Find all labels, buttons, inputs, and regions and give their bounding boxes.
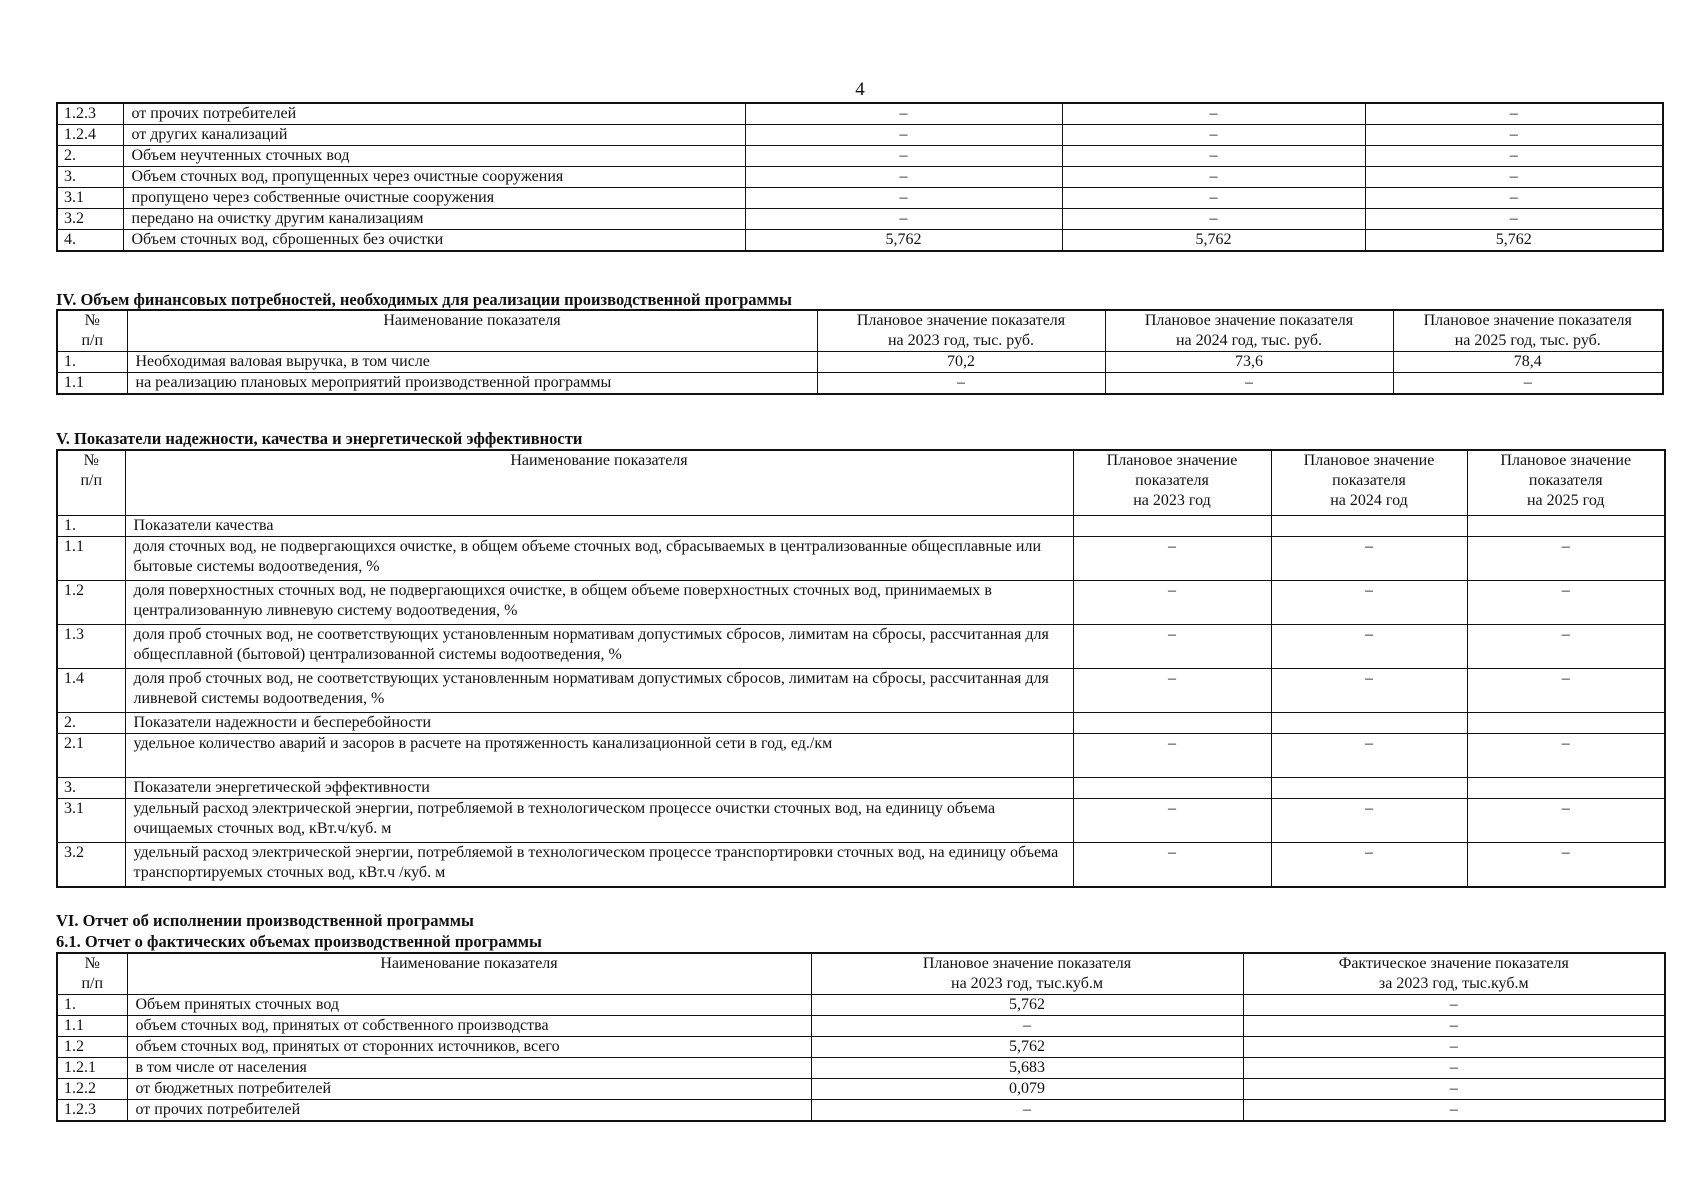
financial-needs-table xyxy=(56,309,1664,395)
row-number: 1.2.3 xyxy=(57,1100,127,1122)
value-2023: – xyxy=(745,103,1062,125)
indicator-name: Показатели надежности и бесперебойности xyxy=(125,713,1073,734)
row-number: 1.1 xyxy=(57,1016,127,1037)
value-2024: – xyxy=(1271,537,1467,581)
table-row xyxy=(57,625,1665,669)
table-row xyxy=(57,1016,1665,1037)
actual-volumes-body xyxy=(57,995,1665,1122)
actual-volumes-table xyxy=(56,952,1666,1122)
row-number: 2.1 xyxy=(57,734,125,778)
volume-table-continued xyxy=(56,102,1664,252)
row-number: 1. xyxy=(57,995,127,1016)
value-2023: – xyxy=(1073,625,1271,669)
table-row xyxy=(57,778,1665,799)
row-number: 1.1 xyxy=(57,373,127,395)
indicator-name: удельное количество аварий и засоров в расчете на протяженность канализационной сети в год, ед./км xyxy=(125,734,1073,778)
value-2025: – xyxy=(1467,843,1665,888)
value-2025: – xyxy=(1365,146,1663,167)
header-plan-2024: Плановое значение показателя на 2024 год, тыс. руб. xyxy=(1105,310,1393,352)
value-2023: – xyxy=(1073,669,1271,713)
table-row xyxy=(57,1079,1665,1100)
indicator-name: от бюджетных потребителей xyxy=(127,1079,811,1100)
value-2024: – xyxy=(1271,625,1467,669)
row-number: 1.2 xyxy=(57,581,125,625)
actual-value-2023: – xyxy=(1243,1037,1665,1058)
table-row xyxy=(57,352,1663,373)
indicator-name: в том числе от населения xyxy=(127,1058,811,1079)
value-2025 xyxy=(1467,713,1665,734)
quality-indicators-table xyxy=(56,449,1666,888)
indicator-name: Объем принятых сточных вод xyxy=(127,995,811,1016)
value-2024: – xyxy=(1062,167,1365,188)
table-row xyxy=(57,1058,1665,1079)
header-plan-2025: Плановое значение показателя на 2025 год xyxy=(1467,450,1665,516)
section-6-1-title: 6.1. Отчет о фактических объемах производственной программы xyxy=(56,932,542,951)
plan-value-2023: – xyxy=(811,1016,1243,1037)
value-2023: – xyxy=(1073,799,1271,843)
indicator-name: удельный расход электрической энергии, потребляемой в технологическом процессе очистки сточных вод, на единицу объема очищаемых сточных вод, кВт.ч/куб. м xyxy=(125,799,1073,843)
indicator-name: пропущено через собственные очистные сооружения xyxy=(123,188,745,209)
value-2025 xyxy=(1467,778,1665,799)
table-row xyxy=(57,537,1665,581)
value-2024: 73,6 xyxy=(1105,352,1393,373)
row-number: 1.3 xyxy=(57,625,125,669)
table-row xyxy=(57,125,1663,146)
indicator-name: Объем сточных вод, пропущенных через очистные сооружения xyxy=(123,167,745,188)
value-2023 xyxy=(1073,516,1271,537)
indicator-name: объем сточных вод, принятых от собственного производства xyxy=(127,1016,811,1037)
row-number: 1.2.1 xyxy=(57,1058,127,1079)
row-number: 1.2 xyxy=(57,1037,127,1058)
table-row xyxy=(57,799,1665,843)
row-number: 3. xyxy=(57,778,125,799)
row-number: 1. xyxy=(57,516,125,537)
value-2023: – xyxy=(1073,581,1271,625)
value-2023 xyxy=(1073,713,1271,734)
value-2023: – xyxy=(745,188,1062,209)
value-2025: – xyxy=(1365,209,1663,230)
quality-indicators-body xyxy=(57,516,1665,888)
header-actual-2023: Фактическое значение показателя за 2023 год, тыс.куб.м xyxy=(1243,953,1665,995)
header-name: Наименование показателя xyxy=(127,953,811,995)
value-2023: 70,2 xyxy=(817,352,1105,373)
header-num: № п/п xyxy=(57,953,127,995)
value-2023: – xyxy=(1073,843,1271,888)
value-2025: – xyxy=(1467,625,1665,669)
row-number: 1.2.4 xyxy=(57,125,123,146)
table-row xyxy=(57,669,1665,713)
actual-value-2023: – xyxy=(1243,1079,1665,1100)
indicator-name: Показатели качества xyxy=(125,516,1073,537)
value-2024: – xyxy=(1271,843,1467,888)
page-number: 4 xyxy=(855,79,865,100)
value-2025: – xyxy=(1467,734,1665,778)
indicator-name: Показатели энергетической эффективности xyxy=(125,778,1073,799)
table-row xyxy=(57,581,1665,625)
section-6-title: VI. Отчет об исполнении производственной программы xyxy=(56,911,474,930)
actual-value-2023: – xyxy=(1243,1058,1665,1079)
table-row xyxy=(57,103,1663,125)
indicator-name: Необходимая валовая выручка, в том числе xyxy=(127,352,817,373)
row-number: 4. xyxy=(57,230,123,252)
value-2024: 5,762 xyxy=(1062,230,1365,252)
value-2023: 5,762 xyxy=(745,230,1062,252)
value-2025: – xyxy=(1365,125,1663,146)
value-2025 xyxy=(1467,516,1665,537)
plan-value-2023: 5,762 xyxy=(811,995,1243,1016)
value-2024: – xyxy=(1062,103,1365,125)
value-2024 xyxy=(1271,713,1467,734)
value-2025: – xyxy=(1393,373,1663,395)
plan-value-2023: 5,683 xyxy=(811,1058,1243,1079)
actual-value-2023: – xyxy=(1243,1100,1665,1122)
header-plan-2023: Плановое значение показателя на 2023 год xyxy=(1073,450,1271,516)
indicator-name: доля проб сточных вод, не соответствующих установленным нормативам допустимых сбросов, лимитам на сбросы, рассчитанная для ливневой системы водоотведения, % xyxy=(125,669,1073,713)
value-2025: – xyxy=(1467,537,1665,581)
table-row xyxy=(57,516,1665,537)
row-number: 2. xyxy=(57,146,123,167)
section-4-title: IV. Объем финансовых потребностей, необходимых для реализации производственной программы xyxy=(56,290,792,309)
value-2023: – xyxy=(817,373,1105,395)
value-2025: – xyxy=(1467,799,1665,843)
actual-value-2023: – xyxy=(1243,995,1665,1016)
value-2025: 5,762 xyxy=(1365,230,1663,252)
row-number: 2. xyxy=(57,713,125,734)
table-row xyxy=(57,734,1665,778)
row-number: 3. xyxy=(57,167,123,188)
table-row xyxy=(57,373,1663,395)
header-name: Наименование показателя xyxy=(127,310,817,352)
indicator-name: доля поверхностных сточных вод, не подвергающихся очистке, в общем объеме поверхностных сточных вод, принимаемых в централизованную ливневую систему водоотведения, % xyxy=(125,581,1073,625)
table-row xyxy=(57,1100,1665,1122)
value-2023 xyxy=(1073,778,1271,799)
value-2023: – xyxy=(745,209,1062,230)
section-5-title: V. Показатели надежности, качества и энергетической эффективности xyxy=(56,429,583,448)
row-number: 3.1 xyxy=(57,188,123,209)
value-2024 xyxy=(1271,778,1467,799)
value-2025: – xyxy=(1365,188,1663,209)
header-num: № п/п xyxy=(57,310,127,352)
value-2024: – xyxy=(1271,581,1467,625)
row-number: 3.2 xyxy=(57,209,123,230)
header-plan-2023: Плановое значение показателя на 2023 год, тыс. руб. xyxy=(817,310,1105,352)
value-2025: – xyxy=(1467,669,1665,713)
table-row xyxy=(57,146,1663,167)
value-2024: – xyxy=(1271,799,1467,843)
indicator-name: от прочих потребителей xyxy=(127,1100,811,1122)
value-2024: – xyxy=(1062,188,1365,209)
value-2025: 78,4 xyxy=(1393,352,1663,373)
actual-value-2023: – xyxy=(1243,1016,1665,1037)
row-number: 3.2 xyxy=(57,843,125,888)
row-number: 1. xyxy=(57,352,127,373)
table-row xyxy=(57,843,1665,888)
value-2024: – xyxy=(1062,146,1365,167)
plan-value-2023: 5,762 xyxy=(811,1037,1243,1058)
financial-needs-body xyxy=(57,352,1663,395)
row-number: 1.2.2 xyxy=(57,1079,127,1100)
indicator-name: от прочих потребителей xyxy=(123,103,745,125)
value-2023: – xyxy=(1073,537,1271,581)
value-2023: – xyxy=(745,146,1062,167)
value-2024: – xyxy=(1062,125,1365,146)
indicator-name: от других канализаций xyxy=(123,125,745,146)
value-2023: – xyxy=(1073,734,1271,778)
row-number: 1.1 xyxy=(57,537,125,581)
indicator-name: на реализацию плановых мероприятий производственной программы xyxy=(127,373,817,395)
value-2024: – xyxy=(1271,734,1467,778)
indicator-name: Объем сточных вод, сброшенных без очистки xyxy=(123,230,745,252)
table-row xyxy=(57,188,1663,209)
header-plan-2023: Плановое значение показателя на 2023 год, тыс.куб.м xyxy=(811,953,1243,995)
indicator-name: передано на очистку другим канализациям xyxy=(123,209,745,230)
value-2023: – xyxy=(745,125,1062,146)
header-num: № п/п xyxy=(57,450,125,516)
table-row xyxy=(57,995,1665,1016)
value-2025: – xyxy=(1365,167,1663,188)
value-2025: – xyxy=(1365,103,1663,125)
indicator-name: объем сточных вод, принятых от сторонних источников, всего xyxy=(127,1037,811,1058)
indicator-name: доля проб сточных вод, не соответствующих установленным нормативам допустимых сбросов, лимитам на сбросы, рассчитанная для общесплавной (бытовой) централизованной системы водоотведения, % xyxy=(125,625,1073,669)
plan-value-2023: 0,079 xyxy=(811,1079,1243,1100)
table-row xyxy=(57,1037,1665,1058)
row-number: 1.4 xyxy=(57,669,125,713)
value-2024 xyxy=(1271,516,1467,537)
value-2023: – xyxy=(745,167,1062,188)
value-2024: – xyxy=(1271,669,1467,713)
indicator-name: Объем неучтенных сточных вод xyxy=(123,146,745,167)
table-row xyxy=(57,209,1663,230)
value-2024: – xyxy=(1105,373,1393,395)
indicator-name: удельный расход электрической энергии, потребляемой в технологическом процессе транспортировки сточных вод, на единицу объема транспортируемых сточных вод, кВт.ч /куб. м xyxy=(125,843,1073,888)
row-number: 3.1 xyxy=(57,799,125,843)
header-plan-2024: Плановое значение показателя на 2024 год xyxy=(1271,450,1467,516)
value-2024: – xyxy=(1062,209,1365,230)
header-name: Наименование показателя xyxy=(125,450,1073,516)
table-row xyxy=(57,230,1663,252)
value-2025: – xyxy=(1467,581,1665,625)
volume-table-body xyxy=(57,103,1663,251)
header-plan-2025: Плановое значение показателя на 2025 год, тыс. руб. xyxy=(1393,310,1663,352)
indicator-name: доля сточных вод, не подвергающихся очистке, в общем объеме сточных вод, сбрасываемых в централизованные общесплавные или бытовые системы водоотведения, % xyxy=(125,537,1073,581)
row-number: 1.2.3 xyxy=(57,103,123,125)
table-row xyxy=(57,713,1665,734)
table-row xyxy=(57,167,1663,188)
plan-value-2023: – xyxy=(811,1100,1243,1122)
